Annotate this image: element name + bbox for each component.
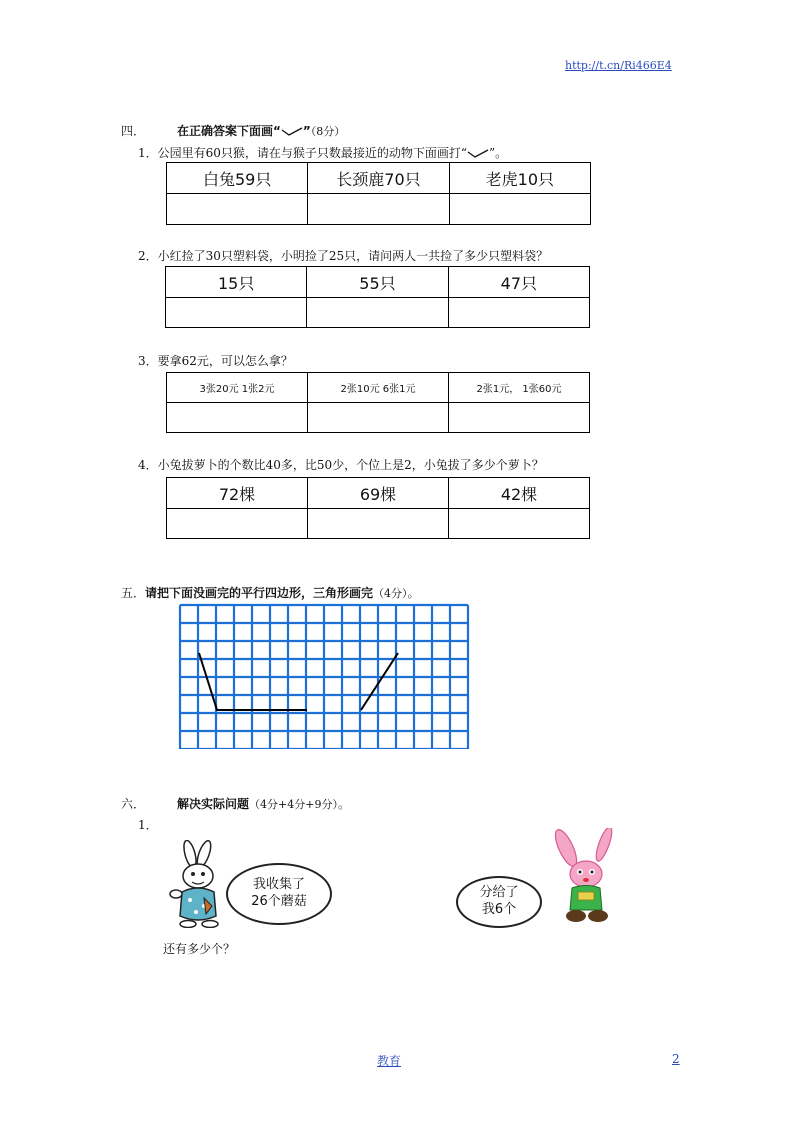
section-6-points: （4分+4分+9分） <box>249 798 338 811</box>
bubble-left-line-2: 26个蘑菇 <box>251 894 307 909</box>
section-5-heading <box>121 584 420 601</box>
answer-table-2 <box>165 266 590 328</box>
section-5-points: （4分） <box>373 587 408 600</box>
white-rabbit-icon <box>168 840 230 928</box>
option-cell: 15只 <box>166 267 307 298</box>
answer-cell[interactable] <box>166 298 307 328</box>
section-6-title: 解决实际问题 <box>177 797 250 811</box>
section-4-title: 在正确答案下面画“ <box>177 124 281 138</box>
answer-cell[interactable] <box>449 403 590 433</box>
answer-table-4 <box>166 477 590 539</box>
question-1-text-end: ”。 <box>489 146 508 160</box>
section-5-title: 请把下面没画完的平行四边形，三角形画完 <box>145 586 374 600</box>
option-cell: 55只 <box>307 267 448 298</box>
footer-link[interactable]: 教育 <box>377 1054 402 1068</box>
question-1-text: 1．公园里有60只猴，请在与猴子只数最接近的动物下面画打“ <box>138 146 468 160</box>
header-url-link[interactable]: http://t.cn/Ri466E4 <box>565 59 672 72</box>
answer-cell[interactable] <box>167 403 308 433</box>
checkmark-icon <box>467 149 489 159</box>
section-6-question-1-number: 1． <box>138 818 158 832</box>
answer-cell[interactable] <box>167 194 308 225</box>
page-number: 2 <box>672 1052 680 1066</box>
question-4 <box>138 456 544 473</box>
answer-cell[interactable] <box>308 403 449 433</box>
drawing-grid[interactable] <box>178 603 472 752</box>
speech-bubble-right <box>456 876 542 928</box>
question-4-text: 4．小兔拔萝卜的个数比40多，比50少，个位上是2，小兔拔了多少个萝卜？ <box>138 458 544 472</box>
option-cell: 2张10元 6张1元 <box>308 373 449 403</box>
option-cell: 3张20元 1张2元 <box>167 373 308 403</box>
answer-cell[interactable] <box>449 194 590 225</box>
answer-cell[interactable] <box>307 298 448 328</box>
speech-bubble-left <box>226 863 332 925</box>
question-3-text: 3．要拿62元，可以怎么拿？ <box>138 354 293 368</box>
bubble-right-line-2: 我6个 <box>481 902 517 917</box>
question-1 <box>138 144 507 161</box>
section-6-number: 六． <box>121 797 146 811</box>
bubble-right-line-1: 分给了 <box>479 885 519 900</box>
section-5-end: 。 <box>407 586 420 600</box>
section-4-heading <box>121 122 345 139</box>
section-5-number: 五． <box>121 586 146 600</box>
checkmark-icon <box>281 127 303 137</box>
pink-rabbit-icon <box>546 828 618 924</box>
grid-svg[interactable] <box>178 603 472 749</box>
section-6-question-text: 还有多少个？ <box>163 942 236 956</box>
answer-cell[interactable] <box>448 298 589 328</box>
section-4-points: （8分） <box>310 125 346 138</box>
option-cell: 69棵 <box>308 478 449 509</box>
answer-cell[interactable] <box>308 194 449 225</box>
question-3 <box>138 352 293 369</box>
option-cell: 白兔59只 <box>167 163 308 194</box>
question-2 <box>138 247 548 264</box>
section-6-heading <box>121 795 350 812</box>
section-4-title-end: ” <box>302 124 311 138</box>
option-cell: 2张1元， 1张60元 <box>449 373 590 403</box>
option-cell: 长颈鹿70只 <box>308 163 449 194</box>
bubble-left-line-1: 我收集了 <box>252 877 305 892</box>
option-cell: 老虎10只 <box>449 163 590 194</box>
question-2-text: 2．小红捡了30只塑料袋，小明捡了25只，请问两人一共捡了多少只塑料袋？ <box>138 249 549 263</box>
answer-table-3 <box>166 372 590 433</box>
unfinished-triangle <box>361 653 398 710</box>
option-cell: 42棵 <box>449 478 590 509</box>
section-4-number: 四． <box>121 124 146 138</box>
answer-cell[interactable] <box>308 509 449 539</box>
answer-table-1 <box>166 162 591 225</box>
answer-cell[interactable] <box>449 509 590 539</box>
section-6-end: 。 <box>337 797 350 811</box>
answer-cell[interactable] <box>167 509 308 539</box>
option-cell: 47只 <box>448 267 589 298</box>
option-cell: 72棵 <box>167 478 308 509</box>
